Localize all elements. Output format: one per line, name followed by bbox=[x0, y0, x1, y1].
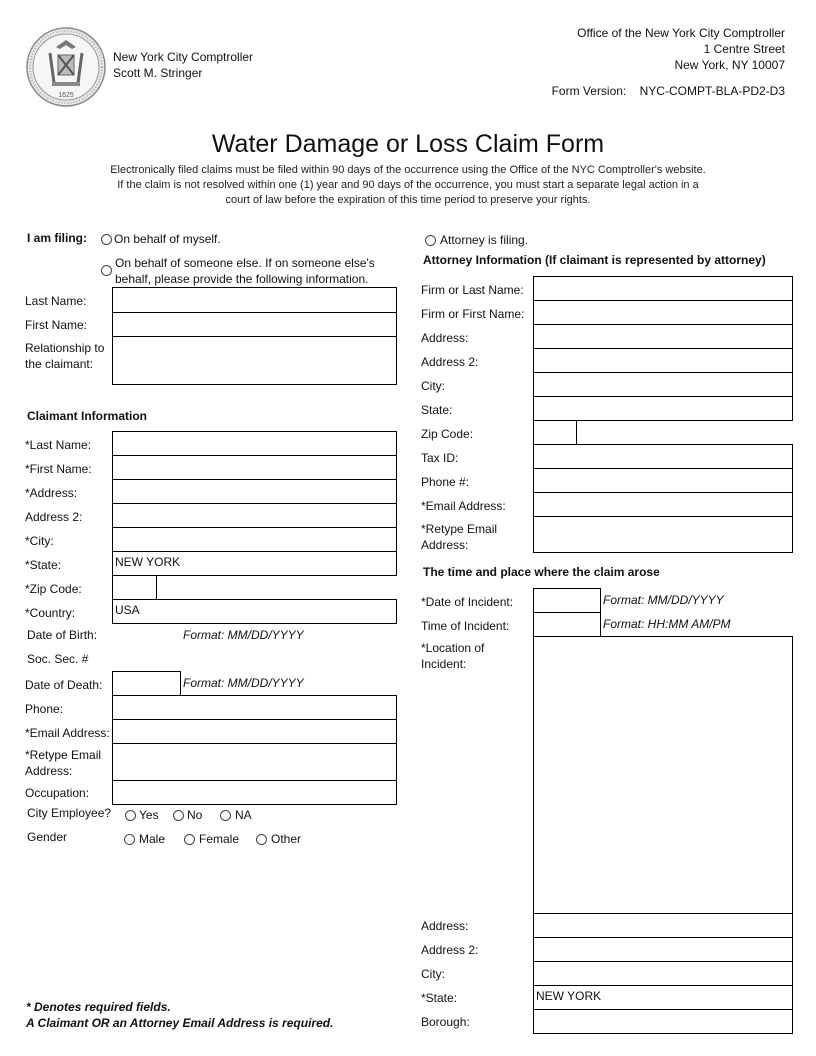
claimant-state-input[interactable]: NEW YORK bbox=[112, 551, 397, 576]
nyc-seal-logo bbox=[26, 27, 106, 107]
incident-date-format: Format: MM/DD/YYYY bbox=[603, 593, 724, 607]
claimant-city-label: *City: bbox=[25, 534, 54, 548]
email-required-note: A Claimant OR an Attorney Email Address is required. bbox=[26, 1016, 334, 1030]
claimant-retype-email-input[interactable] bbox=[112, 743, 397, 781]
city-employee-label: City Employee? bbox=[27, 806, 112, 820]
office-name: Office of the New York City Comptroller bbox=[577, 26, 785, 40]
attorney-address-input[interactable] bbox=[533, 324, 793, 349]
required-notes bbox=[26, 999, 333, 1031]
claimant-heading: Claimant Information bbox=[27, 409, 148, 423]
incident-address-input[interactable] bbox=[533, 913, 793, 938]
claimant-phone-input[interactable] bbox=[112, 695, 397, 720]
claimant-dod-format: Format: MM/DD/YYYY bbox=[183, 676, 304, 690]
claimant-retype-email-label: *Retype Email Address: bbox=[25, 748, 102, 778]
filing-myself-label: On behalf of myself. bbox=[114, 232, 221, 246]
claimant-last-name-input[interactable] bbox=[112, 431, 397, 456]
claimant-email-label: *Email Address: bbox=[25, 726, 110, 740]
radio-filing-someone[interactable] bbox=[101, 265, 112, 276]
rep-relationship-label: Relationship to the claimant: bbox=[25, 341, 105, 371]
incident-borough-input[interactable] bbox=[533, 1009, 793, 1034]
incident-time-format: Format: HH:MM AM/PM bbox=[603, 617, 731, 631]
incident-state-input[interactable]: NEW YORK bbox=[533, 985, 793, 1010]
radio-filing-attorney[interactable] bbox=[425, 235, 436, 246]
incident-city-label: City: bbox=[421, 967, 445, 981]
claimant-state-label: *State: bbox=[25, 558, 62, 572]
attorney-state-label: State: bbox=[421, 403, 453, 417]
attorney-retype-email-input[interactable] bbox=[533, 516, 793, 553]
claimant-dob-label: Date of Birth: bbox=[27, 628, 98, 642]
city-employee-yes-label: Yes bbox=[139, 808, 159, 822]
attorney-email-label: *Email Address: bbox=[421, 499, 506, 513]
attorney-email-input[interactable] bbox=[533, 492, 793, 517]
radio-gender-female[interactable] bbox=[184, 834, 195, 845]
claimant-first-name-label: *First Name: bbox=[25, 462, 92, 476]
attorney-zip-label: Zip Code: bbox=[421, 427, 474, 441]
attorney-heading: Attorney Information (If claimant is represented by attorney) bbox=[423, 253, 766, 267]
radio-filing-myself[interactable] bbox=[101, 234, 112, 245]
attorney-state-input[interactable] bbox=[533, 396, 793, 421]
attorney-address2-input[interactable] bbox=[533, 348, 793, 373]
incident-address2-label: Address 2: bbox=[421, 943, 479, 957]
org-name: New York City Comptroller bbox=[113, 50, 254, 64]
rep-relationship-input[interactable] bbox=[112, 336, 397, 385]
attorney-address2-label: Address 2: bbox=[421, 355, 479, 369]
claimant-occupation-label: Occupation: bbox=[25, 786, 90, 800]
claimant-first-name-input[interactable] bbox=[112, 455, 397, 480]
incident-location-label: *Location of Incident: bbox=[421, 641, 485, 671]
attorney-tax-input[interactable] bbox=[533, 444, 793, 469]
incident-date-input[interactable] bbox=[533, 588, 601, 613]
form-version-label: Form Version: bbox=[551, 84, 627, 98]
claimant-email-input[interactable] bbox=[112, 719, 397, 744]
incident-borough-label: Borough: bbox=[421, 1015, 470, 1029]
claimant-dob-format: Format: MM/DD/YYYY bbox=[183, 628, 304, 642]
attorney-address-label: Address: bbox=[421, 331, 469, 345]
radio-city-employee-na[interactable] bbox=[220, 810, 231, 821]
attorney-tax-label: Tax ID: bbox=[421, 451, 459, 465]
incident-state-label: *State: bbox=[421, 991, 458, 1005]
claimant-phone-label: Phone: bbox=[25, 702, 64, 716]
attorney-phone-input[interactable] bbox=[533, 468, 793, 493]
page-title: Water Damage or Loss Claim Form bbox=[211, 130, 605, 158]
filing-attorney-label: Attorney is filing. bbox=[440, 233, 529, 247]
official-name: Scott M. Stringer bbox=[113, 66, 203, 80]
office-city: New York, NY 10007 bbox=[674, 58, 785, 72]
header-right bbox=[552, 25, 785, 99]
claimant-address2-label: Address 2: bbox=[25, 510, 83, 524]
attorney-firm-first-input[interactable] bbox=[533, 300, 793, 325]
gender-label: Gender bbox=[27, 830, 68, 844]
form-version-value: NYC-COMPT-BLA-PD2-D3 bbox=[639, 84, 785, 98]
attorney-firm-last-input[interactable] bbox=[533, 276, 793, 301]
rep-last-name-input[interactable] bbox=[112, 287, 397, 313]
gender-male-label: Male bbox=[139, 832, 166, 846]
office-street: 1 Centre Street bbox=[703, 42, 785, 56]
radio-gender-male[interactable] bbox=[124, 834, 135, 845]
claimant-city-input[interactable] bbox=[112, 527, 397, 552]
claimant-zip-label: *Zip Code: bbox=[25, 582, 82, 596]
incident-time-label: Time of Incident: bbox=[421, 619, 510, 633]
incident-location-input[interactable] bbox=[533, 636, 793, 914]
claimant-address-input[interactable] bbox=[112, 479, 397, 504]
incident-heading: The time and place where the claim arose bbox=[423, 565, 660, 579]
filing-label: I am filing: bbox=[27, 231, 87, 245]
rep-first-name-label: First Name: bbox=[25, 318, 88, 332]
required-fields-note: * Denotes required fields. bbox=[26, 1000, 171, 1014]
attorney-firm-first-label: Firm or First Name: bbox=[421, 307, 525, 321]
incident-city-input[interactable] bbox=[533, 961, 793, 986]
claimant-dod-input[interactable] bbox=[112, 671, 181, 696]
incident-date-label: *Date of Incident: bbox=[421, 595, 514, 609]
city-employee-na-label: NA bbox=[235, 808, 252, 822]
claimant-ssn-label: Soc. Sec. # bbox=[27, 652, 89, 666]
gender-female-label: Female bbox=[199, 832, 240, 846]
form-version bbox=[552, 83, 785, 99]
city-employee-no-label: No bbox=[187, 808, 203, 822]
claimant-address-label: *Address: bbox=[25, 486, 78, 500]
incident-address-label: Address: bbox=[421, 919, 469, 933]
radio-city-employee-no[interactable] bbox=[173, 810, 184, 821]
radio-city-employee-yes[interactable] bbox=[125, 810, 136, 821]
claimant-occupation-input[interactable] bbox=[112, 780, 397, 805]
seal-year: 1625 bbox=[58, 92, 74, 99]
gender-other-label: Other bbox=[271, 832, 302, 846]
incident-time-input[interactable] bbox=[533, 612, 601, 637]
radio-gender-other[interactable] bbox=[256, 834, 267, 845]
claimant-address2-input[interactable] bbox=[112, 503, 397, 528]
rep-last-name-label: Last Name: bbox=[25, 294, 87, 308]
incident-address2-input[interactable] bbox=[533, 937, 793, 962]
claimant-last-name-label: *Last Name: bbox=[25, 438, 92, 452]
intro-text: Electronically filed claims must be filed within 90 days of the occurrence using the Office of the NYC Comptroller's website. If the claim is not resolved within one (1) year and 90 days of the occurrence, you must start a separate legal action in a court of law before the expiration of this time period to preserve your rights. bbox=[110, 164, 706, 206]
attorney-city-label: City: bbox=[421, 379, 445, 393]
attorney-city-input[interactable] bbox=[533, 372, 793, 397]
attorney-phone-label: Phone #: bbox=[421, 475, 470, 489]
attorney-retype-email-label: *Retype Email Address: bbox=[421, 522, 498, 552]
rep-first-name-input[interactable] bbox=[112, 312, 397, 337]
filing-someone-label: On behalf of someone else. If on someone else's behalf, please provide the following information. bbox=[115, 256, 375, 286]
claimant-country-input[interactable]: USA bbox=[112, 599, 397, 624]
attorney-zip-input[interactable] bbox=[533, 420, 577, 445]
claimant-dod-label: Date of Death: bbox=[25, 678, 103, 692]
header-left bbox=[113, 49, 253, 81]
claimant-country-label: *Country: bbox=[25, 606, 76, 620]
claimant-zip-input[interactable] bbox=[112, 575, 157, 600]
attorney-firm-last-label: Firm or Last Name: bbox=[421, 283, 524, 297]
